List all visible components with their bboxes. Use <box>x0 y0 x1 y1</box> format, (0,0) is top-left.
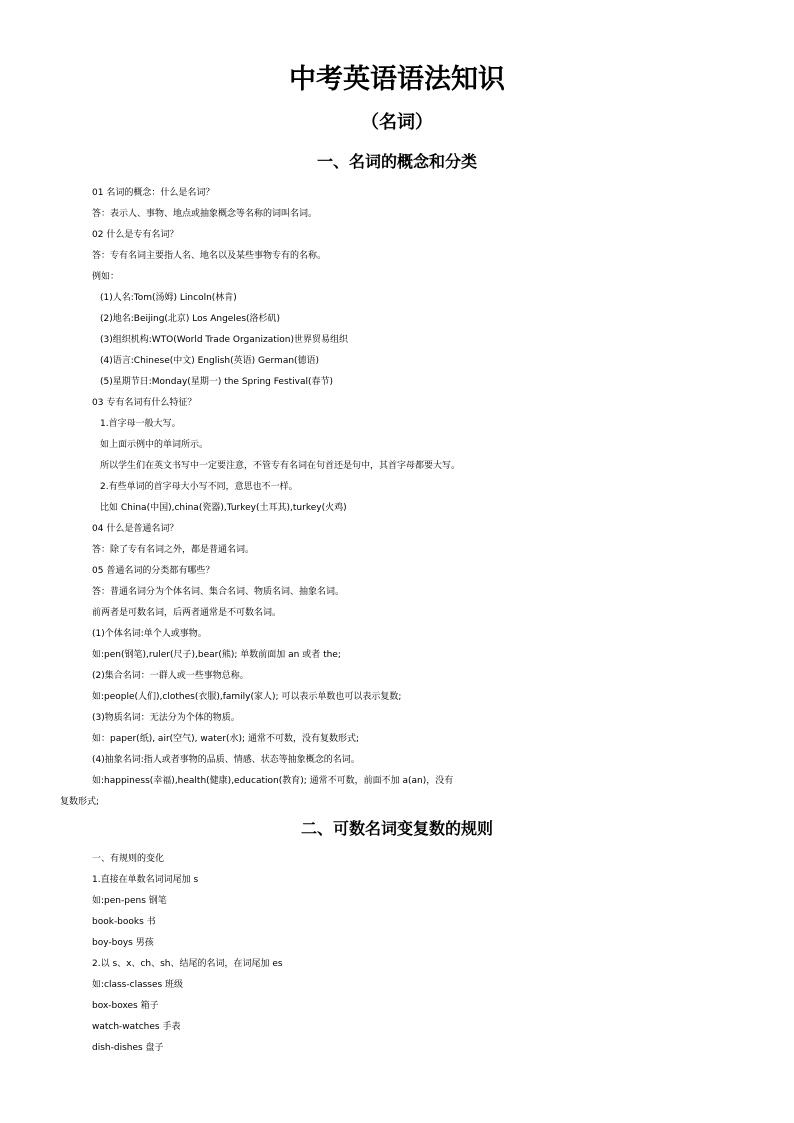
text-line: 1.首字母一般大写。 <box>100 419 181 429</box>
text-line: 前两者是可数名词，后两者通常是不可数名词。 <box>92 608 282 618</box>
section-heading-plural-rules: 二、可数名词变复数的规则 <box>300 819 493 838</box>
text-line: 答：表示人、事物、地点或抽象概念等名称的词叫名词。 <box>92 209 318 219</box>
section-body-concept <box>0 183 794 813</box>
text-line: (3)组织机构:WTO(World Trade Organization)世界贸易组织 <box>100 335 348 345</box>
text-line: 如:people(人们),clothes(衣服),family(家人); 可以表示单数也可以表示复数; <box>92 692 402 702</box>
text-line: (1)个体名词:单个人或事物。 <box>92 629 207 639</box>
text-line: 答：普通名词分为个体名词、集合名词、物质名词、抽象名词。 <box>92 587 345 597</box>
text-line: (4)抽象名词:指人或者事物的品质、情感、状态等抽象概念的名词。 <box>92 755 360 765</box>
text-line: dish-dishes 盘子 <box>92 1043 164 1053</box>
text-line: 2.以 s、x、ch、sh、结尾的名词，在词尾加 es <box>92 959 283 969</box>
text-line: 答：专有名词主要指人名、地名以及某些事物专有的名称。 <box>92 251 327 261</box>
text-line: 04 什么是普通名词？ <box>92 524 179 534</box>
text-line: 例如： <box>92 272 120 282</box>
text-line: 如上面示例中的单词所示。 <box>100 440 209 450</box>
text-line: (2)地名:Beijing(北京) Los Angeles(洛杉矶) <box>100 314 281 324</box>
text-line: 2.有些单词的首字母大小写不同，意思也不一样。 <box>100 482 298 492</box>
text-line: 03 专有名词有什么特征？ <box>92 398 197 408</box>
text-line: 如:class-classes 班级 <box>92 980 184 990</box>
text-line: 如：paper(纸), air(空气), water(水); 通常不可数，没有复数形式; <box>92 734 359 744</box>
page-title: 中考英语语法知识 <box>289 64 505 95</box>
text-line: 一、有规则的变化 <box>92 854 165 864</box>
text-line: box-boxes 箱子 <box>92 1001 159 1011</box>
text-line: 05 普通名词的分类都有哪些？ <box>92 566 215 576</box>
text-line: (1)人名:Tom(汤姆) Lincoln(林肯) <box>100 293 237 303</box>
text-line: (2)集合名词：一群人或一些事物总称。 <box>92 671 249 681</box>
text-line: book-books 书 <box>92 917 156 927</box>
text-line: (3)物质名词：无法分为个体的物质。 <box>92 713 240 723</box>
text-line: boy-boys 男孩 <box>92 938 154 948</box>
page-subtitle: （名词） <box>361 112 433 133</box>
section-body-plural-rules <box>0 849 794 1059</box>
text-line: 比如 China(中国),china(瓷器),Turkey(土耳其),turkey(火鸡) <box>100 503 347 513</box>
text-line: 如:pen-pens 钢笔 <box>92 896 167 906</box>
text-line: 如:pen(钢笔),ruler(尺子),bear(熊); 单数前面加 an 或者 the; <box>92 650 341 660</box>
text-line: 复数形式; <box>60 797 100 807</box>
text-line: 1.直接在单数名词词尾加 s <box>92 875 199 885</box>
section-heading-concept: 一、名词的概念和分类 <box>316 152 477 171</box>
text-line: 答：除了专有名词之外，都是普通名词。 <box>92 545 255 555</box>
text-line: 02 什么是专有名词？ <box>92 230 179 240</box>
text-line: 01 名词的概念：什么是名词？ <box>92 188 215 198</box>
text-line: 如:happiness(幸福),health(健康),education(教育); 通常不可数，前面不加 a(an)，没有 <box>92 776 454 786</box>
text-line: watch-watches 手表 <box>92 1022 181 1032</box>
text-line: 所以学生们在英文书写中一定要注意，不管专有名词在句首还是句中，其首字母都要大写。 <box>100 461 461 471</box>
text-line: (5)星期节日:Monday(星期一) the Spring Festival(春节) <box>100 377 334 387</box>
text-line: (4)语言:Chinese(中文) English(英语) German(德语) <box>100 356 320 366</box>
